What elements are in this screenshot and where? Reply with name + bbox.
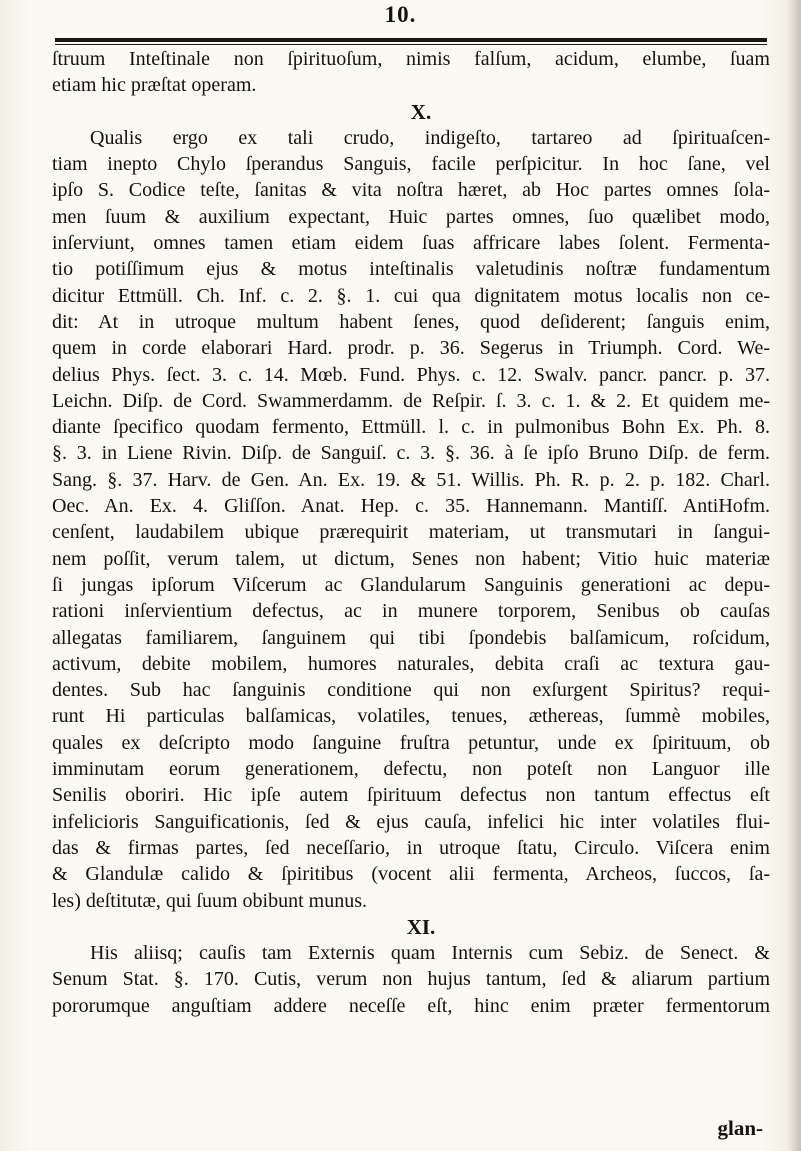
text-line: ſtruum Inteſtinale non ſpirituoſum, nimis falſum, acidum, elumbe, ſuam: [52, 48, 770, 70]
text-line: tiam inepto Chylo ſperandus Sanguis, facile perſpicitur. In hoc ſane, vel: [52, 153, 770, 176]
text-line: quem in corde elaborari Hard. prodr. p. 36. Segerus in Triumph. Cord. We-: [52, 337, 770, 360]
page-edge-shadow: [787, 0, 801, 1151]
text-line: dentes. Sub hac ſanguinis conditione qui non exſurgent Spiritus? requi-: [52, 679, 770, 702]
text-line: runt Hi particulas balſamicas, volatiles, tenues, æthereas, ſummè mobiles,: [52, 705, 770, 728]
text-line: activum, debite mobilem, humores naturales, debita craſi ac textura gau-: [52, 652, 770, 675]
text-line: rationi inſervientium defectus, ac in munere torporem, Senibus ob cauſas: [52, 600, 770, 623]
text-line: delius Phys. ſect. 3. c. 14. Mœb. Fund. Phys. c. 12. Swalv. pancr. pancr. p. 37.: [52, 363, 770, 386]
text-line: pororumque anguſtiam addere neceſſe eſt, hinc enim præter fermentorum: [52, 994, 770, 1017]
text-line: allegatas familiarem, ſanguinem qui tibi ſpondebis balſamicum, roſcidum,: [52, 626, 770, 649]
text-line: inſerviunt, omnes tamen etiam eidem ſuas affricare labes ſolent. Fermenta-: [52, 232, 770, 255]
section-number: X.: [410, 99, 432, 124]
text-line: & Glandulæ calido & ſpiritibus (vocent alii fermenta, Archeos, ſuccos, ſa-: [52, 863, 770, 886]
text-line: Leichn. Diſp. de Cord. Swammerdamm. de Reſpir. ſ. 3. c. 1. & 2. Et quidem me-: [52, 389, 770, 412]
text-line: les) deſtitutæ, qui ſuum obibunt munus.: [52, 889, 367, 912]
catchword: glan-: [717, 1116, 763, 1140]
header-rule: [55, 38, 767, 42]
text-line: ſi jungas ipſorum Viſcerum ac Glandularum Sanguinis generationi ac depu-: [52, 573, 770, 596]
text-line: Senum Stat. §. 170. Cutis, verum non hujus tantum, ſed & aliarum partium: [52, 968, 770, 991]
text-line: His aliisq; cauſis tam Externis quam Internis cum Sebiz. de Senect. &: [90, 942, 770, 965]
text-line: dit: At in utroque multum habent ſenes, quod deſiderent; ſanguis enim,: [52, 310, 770, 333]
text-line: ipſo S. Codice teſte, ſanitas & vita noſtra hæret, ab Hoc partes omnes ſola-: [52, 179, 770, 202]
text-line: men ſuum & auxilium expectant, Huic partes omnes, ſuo quælibet modo,: [52, 205, 770, 228]
text-line: Qualis ergo ex tali crudo, indigeſto, tartareo ad ſpirituaſcen-: [90, 126, 770, 149]
text-line: Sang. §. 37. Harv. de Gen. An. Ex. 19. & 51. Willis. Ph. R. p. 2. p. 182. Charl.: [52, 468, 770, 491]
body-text: [52, 46, 770, 1019]
text-line: imminutam eorum generationem, defectu, non poteſt non Languor ille: [52, 758, 770, 781]
text-line: diante ſpecifico quodam fermento, Ettmüll. l. c. in pulmonibus Bohn Ex. Ph. 8.: [52, 416, 770, 439]
text-line: das & firmas partes, ſed neceſſario, in utroque ſtatu, Circulo. Viſcera enim: [52, 836, 770, 859]
text-line: infelicioris Sanguificationis, ſed & ejus cauſa, infelici hic inter volatiles flui-: [52, 810, 770, 833]
page-number: 10.: [384, 2, 417, 27]
text-line: etiam hic præſtat operam.: [52, 74, 257, 97]
text-line: tio potiſſimum ejus & motus inteſtinalis valetudinis noſtræ fundamentum: [52, 258, 770, 281]
text-line: cenſent, laudabilem ubique prærequirit materiam, ut transmutari in ſangui-: [52, 521, 770, 544]
text-line: §. 3. in Liene Rivin. Diſp. de Sanguiſ. c. 3. §. 36. à ſe ipſo Bruno Diſp. de ferm.: [52, 442, 770, 465]
text-line: quales ex deſcripto modo ſanguine fruſtra petuntur, unde ex ſpirituum, ob: [52, 731, 770, 754]
text-line: dicitur Ettmüll. Ch. Inf. c. 2. §. 1. cui qua dignitatem motus localis non ce-: [52, 284, 770, 307]
text-line: nem poſſit, verum talem, ut dictum, Senes non habent; Vitio huic materiæ: [52, 547, 770, 570]
section-number: XI.: [406, 914, 436, 939]
text-line: Oec. An. Ex. 4. Gliſſon. Anat. Hep. c. 35. Hannemann. Mantiſſ. AntiHofm.: [52, 495, 770, 518]
text-line: Senilis oboriri. Hic ipſe autem ſpirituum defectus non tantum effectus eſt: [52, 784, 770, 807]
